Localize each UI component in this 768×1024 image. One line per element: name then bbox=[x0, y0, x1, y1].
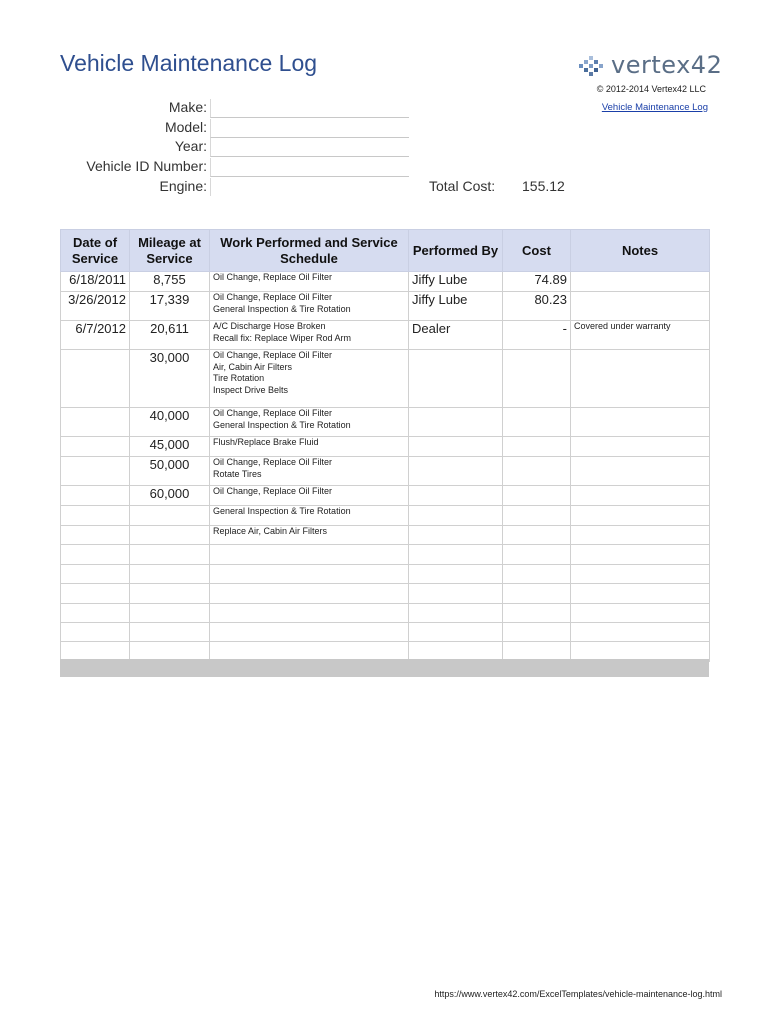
date-cell[interactable] bbox=[61, 506, 130, 526]
date-cell[interactable] bbox=[61, 350, 130, 408]
table-row bbox=[61, 457, 710, 486]
mileage-cell[interactable]: 40,000 bbox=[130, 408, 210, 437]
work-cell[interactable] bbox=[210, 350, 409, 408]
column-header-date: Date of Service bbox=[61, 230, 130, 272]
work-cell[interactable] bbox=[210, 526, 409, 545]
model-label: Model: bbox=[164, 119, 207, 135]
performed-by-cell[interactable] bbox=[409, 437, 503, 457]
work-line: Recall fix: Replace Wiper Rod Arm bbox=[213, 332, 352, 343]
make-field[interactable] bbox=[210, 99, 409, 118]
notes-cell[interactable] bbox=[571, 623, 710, 642]
performed-by-cell[interactable] bbox=[409, 506, 503, 526]
work-cell[interactable] bbox=[210, 437, 409, 457]
notes-cell[interactable] bbox=[571, 272, 710, 292]
maintenance-table bbox=[60, 229, 710, 662]
work-line: Replace Air, Cabin Air Filters bbox=[213, 526, 328, 536]
notes-cell[interactable] bbox=[571, 565, 710, 584]
work-line: Rotate Tires bbox=[213, 468, 262, 479]
table-row bbox=[61, 604, 710, 623]
cost-cell[interactable] bbox=[503, 408, 571, 437]
date-cell[interactable] bbox=[61, 604, 130, 623]
cost-cell[interactable]: 80.23 bbox=[503, 292, 571, 321]
date-cell[interactable] bbox=[61, 623, 130, 642]
notes-cell[interactable] bbox=[571, 506, 710, 526]
date-cell[interactable] bbox=[61, 457, 130, 486]
cost-cell[interactable] bbox=[503, 526, 571, 545]
cost-cell[interactable]: - bbox=[503, 321, 571, 350]
performed-by-cell[interactable] bbox=[409, 408, 503, 437]
make-label: Make: bbox=[168, 99, 207, 115]
table-row bbox=[61, 437, 710, 457]
work-line: A/C Discharge Hose Broken bbox=[213, 321, 326, 331]
date-cell[interactable] bbox=[61, 408, 130, 437]
date-cell[interactable] bbox=[61, 545, 130, 565]
work-line: Oil Change, Replace Oil Filter bbox=[213, 292, 333, 302]
table-row bbox=[61, 486, 710, 506]
engine-field[interactable] bbox=[210, 178, 409, 196]
mileage-cell[interactable]: 17,339 bbox=[130, 292, 210, 321]
mileage-cell[interactable]: 30,000 bbox=[130, 350, 210, 408]
table-row bbox=[61, 526, 710, 545]
cost-cell[interactable] bbox=[503, 350, 571, 408]
date-cell[interactable]: 6/7/2012 bbox=[61, 321, 130, 350]
table-row bbox=[61, 321, 710, 350]
mileage-cell[interactable] bbox=[130, 604, 210, 623]
performed-by-cell[interactable] bbox=[409, 486, 503, 506]
work-cell[interactable] bbox=[210, 545, 409, 565]
year-field[interactable] bbox=[210, 138, 409, 157]
vertex42-logo bbox=[577, 50, 722, 80]
mileage-cell[interactable]: 8,755 bbox=[130, 272, 210, 292]
mileage-cell[interactable] bbox=[130, 565, 210, 584]
column-header-performed-by: Performed By bbox=[409, 230, 503, 272]
performed-by-cell[interactable] bbox=[409, 350, 503, 408]
performed-by-cell[interactable] bbox=[409, 526, 503, 545]
work-line: Oil Change, Replace Oil Filter bbox=[213, 272, 333, 282]
work-cell[interactable] bbox=[210, 272, 409, 292]
mileage-cell[interactable] bbox=[130, 506, 210, 526]
total-cost-label: Total Cost: bbox=[429, 178, 496, 194]
performed-by-cell[interactable]: Jiffy Lube bbox=[409, 272, 503, 292]
work-line: Tire Rotation bbox=[213, 373, 265, 383]
performed-by-cell[interactable] bbox=[409, 457, 503, 486]
table-row bbox=[61, 565, 710, 584]
performed-by-cell[interactable] bbox=[409, 584, 503, 604]
mileage-cell[interactable] bbox=[130, 545, 210, 565]
work-cell[interactable] bbox=[210, 584, 409, 604]
work-line: Air, Cabin Air Filters bbox=[213, 361, 293, 372]
cost-cell[interactable] bbox=[503, 565, 571, 584]
mileage-cell[interactable] bbox=[130, 584, 210, 604]
date-cell[interactable] bbox=[61, 437, 130, 457]
cost-cell[interactable] bbox=[503, 437, 571, 457]
mileage-cell[interactable]: 45,000 bbox=[130, 437, 210, 457]
table-row bbox=[61, 506, 710, 526]
notes-cell[interactable] bbox=[571, 350, 710, 408]
mileage-cell[interactable]: 20,611 bbox=[130, 321, 210, 350]
table-row bbox=[61, 350, 710, 408]
table-row bbox=[61, 545, 710, 565]
work-cell[interactable] bbox=[210, 604, 409, 623]
column-header-notes: Notes bbox=[571, 230, 710, 272]
date-cell[interactable]: 6/18/2011 bbox=[61, 272, 130, 292]
work-cell[interactable] bbox=[210, 321, 409, 350]
work-line: Oil Change, Replace Oil Filter bbox=[213, 350, 333, 360]
work-line: Oil Change, Replace Oil Filter bbox=[213, 408, 333, 418]
work-line: Flush/Replace Brake Fluid bbox=[213, 437, 319, 447]
work-line: Oil Change, Replace Oil Filter bbox=[213, 457, 333, 467]
table-row bbox=[61, 272, 710, 292]
notes-cell[interactable] bbox=[571, 486, 710, 506]
date-cell[interactable] bbox=[61, 584, 130, 604]
table-row bbox=[61, 584, 710, 604]
table-footer-bar bbox=[60, 659, 709, 677]
copyright-text: © 2012-2014 Vertex42 LLC bbox=[596, 84, 706, 94]
cost-cell[interactable] bbox=[503, 623, 571, 642]
performed-by-cell[interactable] bbox=[409, 565, 503, 584]
table-row bbox=[61, 408, 710, 437]
mileage-cell[interactable] bbox=[130, 623, 210, 642]
mileage-cell[interactable]: 60,000 bbox=[130, 486, 210, 506]
total-cost-value: 155.12 bbox=[522, 178, 565, 194]
vertex42-logo-icon bbox=[577, 52, 607, 78]
notes-cell[interactable] bbox=[571, 545, 710, 565]
cost-cell[interactable] bbox=[503, 584, 571, 604]
performed-by-cell[interactable] bbox=[409, 604, 503, 623]
cost-cell[interactable] bbox=[503, 545, 571, 565]
table-row bbox=[61, 623, 710, 642]
work-cell[interactable] bbox=[210, 623, 409, 642]
cost-cell[interactable] bbox=[503, 506, 571, 526]
notes-cell[interactable] bbox=[571, 457, 710, 486]
notes-cell[interactable] bbox=[571, 437, 710, 457]
cost-cell[interactable] bbox=[503, 604, 571, 623]
work-cell[interactable] bbox=[210, 506, 409, 526]
date-cell[interactable]: 3/26/2012 bbox=[61, 292, 130, 321]
work-line: General Inspection & Tire Rotation bbox=[213, 419, 351, 430]
mileage-cell[interactable]: 50,000 bbox=[130, 457, 210, 486]
performed-by-cell[interactable] bbox=[409, 545, 503, 565]
logo-text: vertex42 bbox=[611, 51, 723, 79]
vin-field[interactable] bbox=[210, 158, 409, 177]
work-cell[interactable] bbox=[210, 457, 409, 486]
notes-cell[interactable]: Covered under warranty bbox=[571, 321, 710, 350]
cost-cell[interactable] bbox=[503, 457, 571, 486]
table-header-row bbox=[61, 230, 710, 272]
column-header-cost: Cost bbox=[503, 230, 571, 272]
performed-by-cell[interactable] bbox=[409, 623, 503, 642]
table-row bbox=[61, 292, 710, 321]
column-header-work: Work Performed and Service Schedule bbox=[210, 230, 409, 272]
performed-by-cell[interactable]: Jiffy Lube bbox=[409, 292, 503, 321]
notes-cell[interactable] bbox=[571, 526, 710, 545]
vin-label: Vehicle ID Number: bbox=[86, 158, 207, 174]
work-line: General Inspection & Tire Rotation bbox=[213, 303, 351, 314]
date-cell[interactable] bbox=[61, 565, 130, 584]
model-field[interactable] bbox=[210, 119, 409, 138]
mileage-cell[interactable] bbox=[130, 526, 210, 545]
engine-label: Engine: bbox=[159, 178, 207, 194]
work-line: Inspect Drive Belts bbox=[213, 384, 289, 395]
notes-cell[interactable] bbox=[571, 584, 710, 604]
work-cell[interactable] bbox=[210, 486, 409, 506]
work-cell[interactable] bbox=[210, 565, 409, 584]
date-cell[interactable] bbox=[61, 526, 130, 545]
notes-cell[interactable] bbox=[571, 292, 710, 321]
notes-cell[interactable] bbox=[571, 408, 710, 437]
column-header-mileage: Mileage at Service bbox=[130, 230, 210, 272]
cost-cell[interactable]: 74.89 bbox=[503, 272, 571, 292]
work-cell[interactable] bbox=[210, 408, 409, 437]
year-label: Year: bbox=[174, 138, 207, 154]
work-line: General Inspection & Tire Rotation bbox=[213, 506, 351, 516]
footer-url: https://www.vertex42.com/ExcelTemplates/vehicle-maintenance-log.html bbox=[434, 989, 722, 999]
vehicle-maintenance-log-link[interactable]: Vehicle Maintenance Log bbox=[601, 102, 708, 113]
date-cell[interactable] bbox=[61, 486, 130, 506]
cost-cell[interactable] bbox=[503, 486, 571, 506]
notes-cell[interactable] bbox=[571, 604, 710, 623]
performed-by-cell[interactable]: Dealer bbox=[409, 321, 503, 350]
work-line: Oil Change, Replace Oil Filter bbox=[213, 486, 333, 496]
work-cell[interactable] bbox=[210, 292, 409, 321]
page-title: Vehicle Maintenance Log bbox=[60, 50, 318, 76]
